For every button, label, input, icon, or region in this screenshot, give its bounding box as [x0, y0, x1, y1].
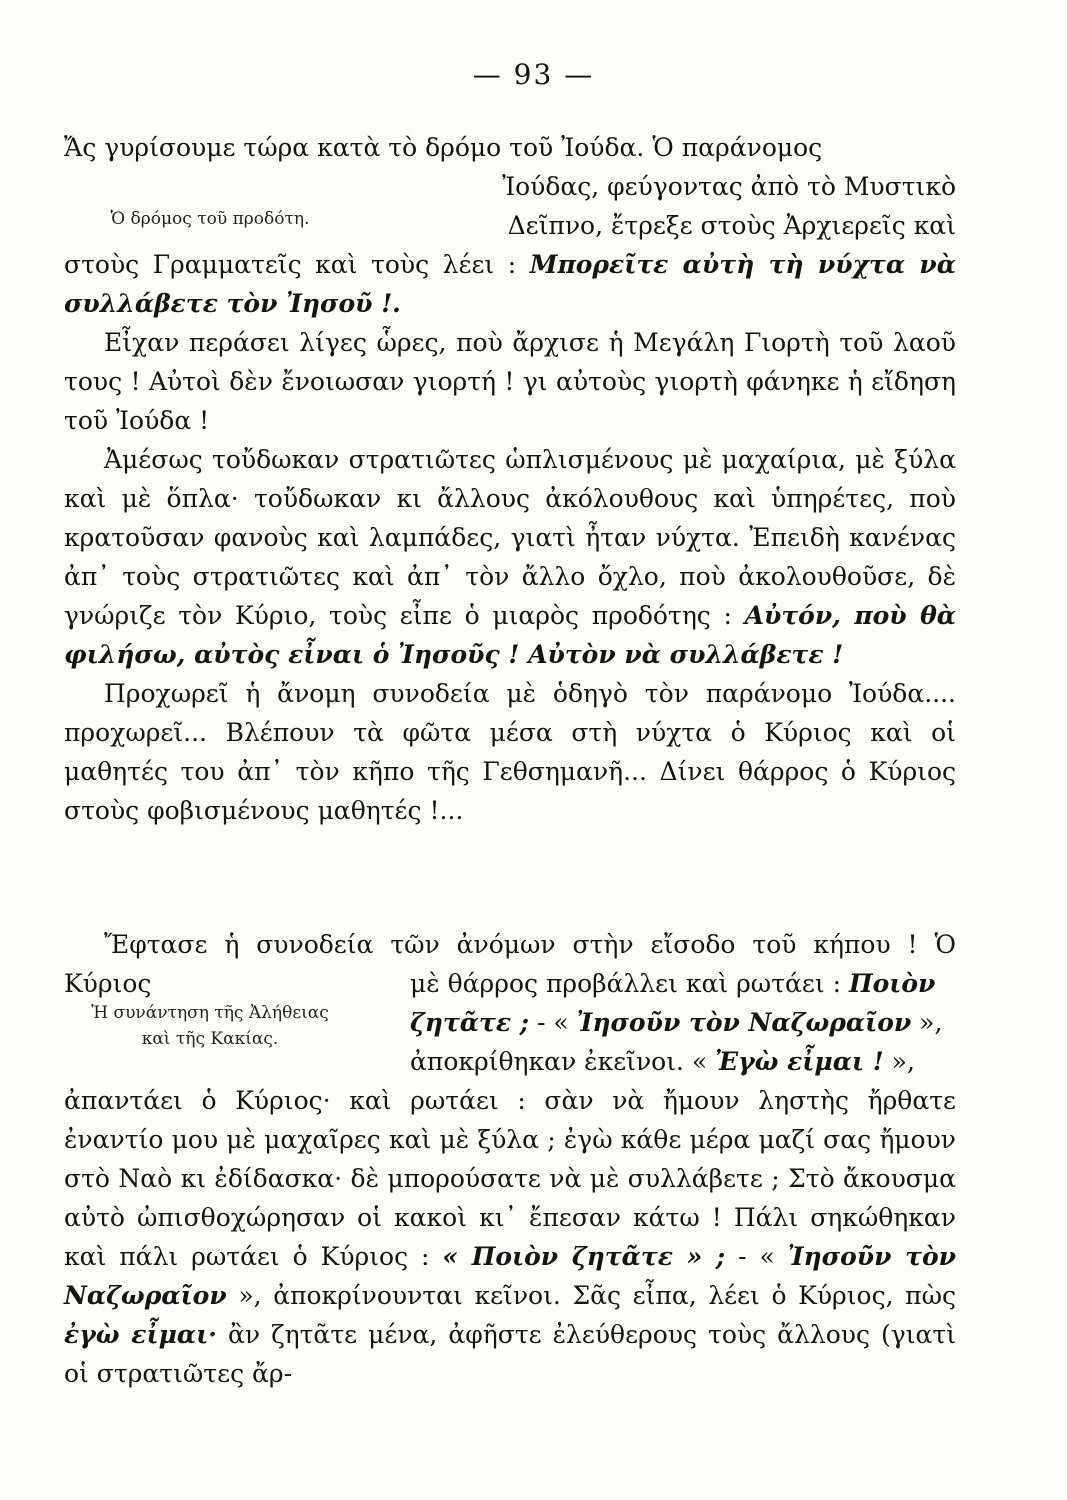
wrapped-line-c — [410, 1042, 956, 1081]
paragraph-3 — [64, 440, 956, 674]
wrapped-line-b-emphasis-1: ζητᾶτε ; — [410, 1008, 529, 1037]
paragraph-5 — [64, 1081, 956, 1393]
paragraph-2: Εἶχαν περάσει λίγες ὧρες, ποὺ ἄρχισε ἡ Μεγάλη Γιορτὴ τοῦ λαοῦ τους ! Αὐτοὶ δὲν ἔνοιωσαν γιορτή ! γι αὐτοὺς γιορτὴ φάνηκε ἡ εἴδηση τοῦ Ἰούδα ! — [64, 328, 956, 435]
wrapped-line-b-end: », — [911, 1008, 943, 1037]
paragraph-5-emphasis-1: « Ποιὸν ζητᾶτε » ; — [442, 1242, 726, 1271]
paragraph-3-text: Ἀμέσως τοὔδωκαν στρατιῶτες ὡπλισμένους μὲ μαχαίρια, μὲ ξύλα καὶ μὲ ὅπλα· τοὔδωκαν κι ἄλλους ἀκόλουθους καὶ ὑπηρέτες, ποὺ κρατοῦσαν φανοὺς καὶ λαμπάδες, γιατὶ ἦταν νύχτα. Ἐπειδὴ κανένας ἀπ᾽ τοὺς στρατιῶτες καὶ ἀπ᾽ τὸν ἄλλο ὄχλο, ποὺ ἀκολουθοῦσε, δὲ γνώριζε τὸν Κύριο, τοὺς εἶπε ὁ μιαρὸς προδότης : — [64, 445, 956, 630]
wrapped-line-b — [410, 1003, 956, 1042]
wrapped-line-b-text: - « — [529, 1008, 577, 1037]
paragraph-1-emphasis: Μπορεῖτε αὐτὴ τὴ νύχτα νὰ συλλάβετε τὸν Ἰησοῦ !. — [64, 250, 956, 318]
section-1-first-line — [64, 128, 956, 167]
section-2-wrapped-lines — [410, 964, 956, 1081]
paragraph-5-first-line: Ἔφτασε ἡ συνοδεία τῶν ἀνόμων στὴν εἴσοδο τοῦ κήπου ! Ὁ Κύριος — [64, 930, 956, 998]
paragraph-first-line: Ἄς γυρίσουμε τώρα κατὰ τὸ δρόμο τοῦ Ἰούδα. Ὁ παράνομος — [64, 133, 823, 162]
wrapped-line-c-end: », — [883, 1047, 915, 1076]
paragraph-1 — [64, 245, 956, 323]
paragraph-5-text-c: », ἀποκρίνουνται κεῖνοι. Σᾶς εἶπα, λέει ὁ Κύριος, πὼς — [226, 1281, 956, 1310]
paragraph-4: Προχωρεῖ ἡ ἄνομη συνοδεία μὲ ὁδηγὸ τὸν παράνομο Ἰούδα.... προχωρεῖ... Βλέπουν τὰ φῶτα μέσα στὴ νύχτα ὁ Κύριος καὶ οἱ μαθητές του ἀπ᾽ τὸν κῆπο τῆς Γεθσημανῆ... Δίνει θάρρος ὁ Κύριος στοὺς φοβισμένους μαθητές !... — [64, 679, 956, 825]
section-2-body — [64, 1081, 956, 1393]
paragraph-5-text-b: - « — [725, 1242, 788, 1271]
paragraph-5-emphasis-2: Ἰησοῦν τὸν Ναζωραῖον — [64, 1242, 956, 1310]
wrapped-line-a — [410, 964, 956, 1003]
paragraph-5-text-a: ἀπαντάει ὁ Κύριος· καὶ ρωτάει : σὰν νὰ ἤμουν ληστὴς ἤρθατε ἐναντίο μου μὲ μαχαῖρες καὶ μὲ ξύλα ; ἐγὼ κάθε μέρα μαζί σας ἤμουν στὸ Ναὸ κι ἐδίδασκα· δὲ μπορούσατε νὰ μὲ συλλάβετε ; Στὸ ἄκουσμα αὐτὸ ὠπισθοχώρησαν οἱ κακοὶ κι᾽ ἔπεσαν κάτω ! Πάλι σηκώθηκαν καὶ πάλι ρωτάει ὁ Κύριος : — [64, 1086, 956, 1271]
wrapped-line-c-emphasis: Ἐγὼ εἶμαι ! — [715, 1047, 884, 1076]
wrapped-line-2: Δεῖπνο, ἔτρεξε στοὺς Ἀρχιερεῖς καὶ — [507, 211, 956, 240]
section-1-wrapped-lines — [410, 167, 956, 245]
wrapped-line-b-emphasis-2: Ἰησοῦν τὸν Ναζωραῖον — [576, 1008, 912, 1037]
wrapped-line-c-text: ἀποκρίθηκαν ἐκεῖνοι. « — [410, 1047, 716, 1076]
margin-note-line-1: Ἡ συνάντηση τῆς Ἀλήθειας — [91, 1003, 329, 1023]
margin-note-line-2: καὶ τῆς Κακίας. — [141, 1029, 279, 1049]
wrapped-line-a-emphasis: Ποιὸν — [848, 969, 936, 998]
paragraph-5-text-d: ἂν ζητᾶτε μένα, ἀφῆστε ἐλεύθερους τοὺς ἄλλους (γιατὶ οἱ στρατιῶτες ἄρ- — [64, 1320, 956, 1388]
section-1-body — [64, 245, 956, 830]
paragraph-1-text: στοὺς Γραμματεῖς καὶ τοὺς λέει : — [64, 250, 530, 279]
wrapped-line-1: Ἰούδας, φεύγοντας ἀπὸ τὸ Μυστικὸ — [502, 172, 956, 201]
margin-note-meeting — [60, 1000, 360, 1052]
margin-note-traitor-road: Ὁ δρόμος τοῦ προδότη. — [110, 209, 310, 229]
page-number: — 93 — — [472, 58, 595, 91]
wrapped-line-a-text: μὲ θάρρος προβάλλει καὶ ρωτάει : — [410, 969, 849, 998]
paragraph-3-emphasis: Αὐτόν, ποὺ θὰ φιλήσω, αὐτὸς εἶναι ὁ Ἰησοῦς ! Αὐτὸν νὰ συλλάβετε ! — [64, 601, 956, 669]
paragraph-5-emphasis-3: ἐγὼ εἶμαι· — [64, 1320, 217, 1349]
